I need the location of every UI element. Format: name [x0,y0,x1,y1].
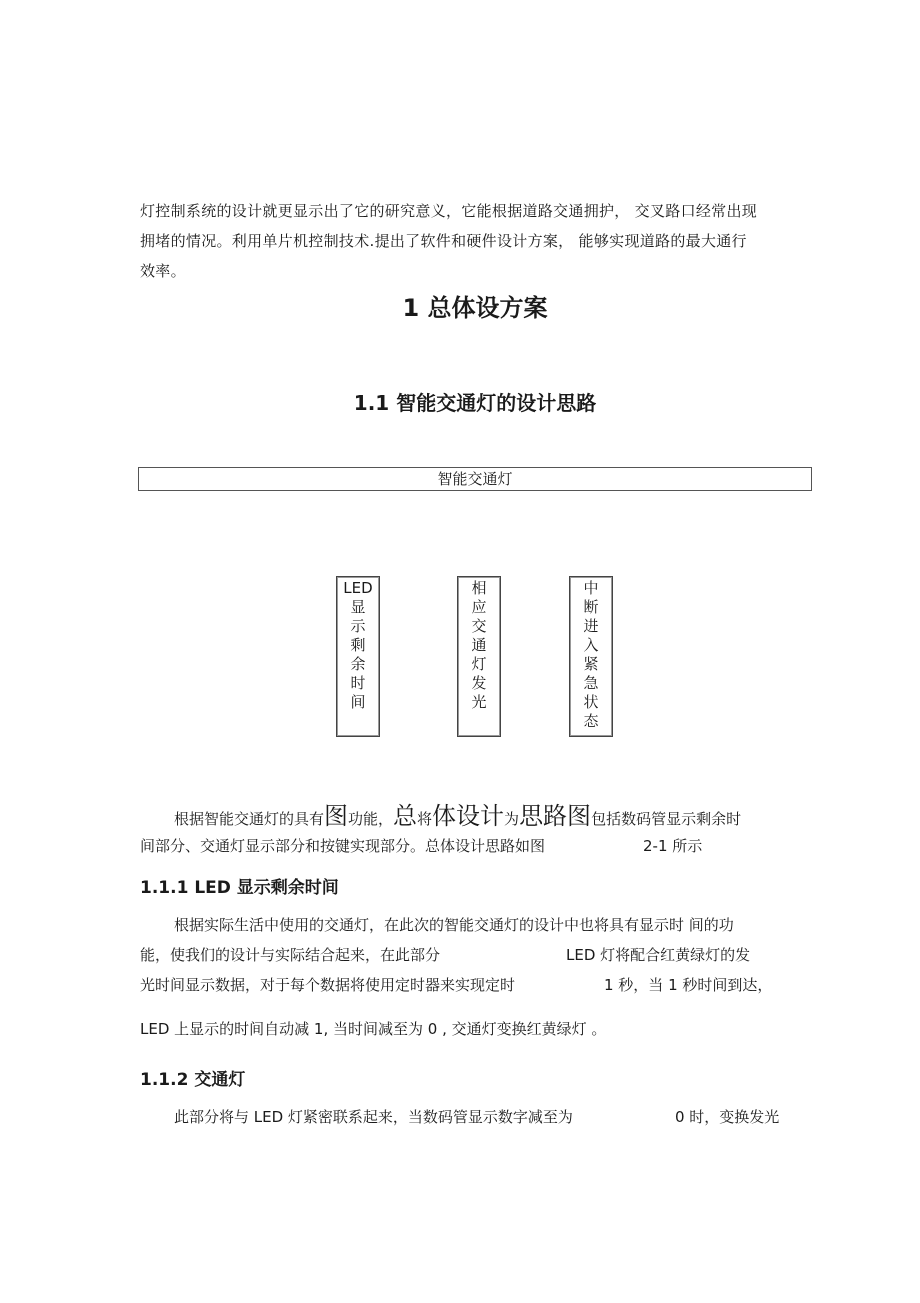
summary-text: 包括数码管显示剩余时 [591,810,742,828]
box-char: 交 [471,617,487,635]
box-char: 断 [583,598,599,616]
intro-line-1: 灯控制系统的设计就更显示出了它的研究意义，它能根据道路交通拥护， 交叉路口经常出现 [140,202,758,220]
heading-1-1-1: 1.1.1 LED 显示剩余时间 [140,878,339,898]
summary-text: 根据智能交通灯的具有 [174,810,325,828]
box-char: 状 [583,693,599,711]
heading-1-1: 1.1 智能交通灯的设计思路 [353,391,597,415]
summary-text: 总 [393,802,418,830]
summary-text: 为 [504,810,520,828]
summary-text: 体设计 [432,802,505,830]
box-char: 中 [583,579,599,597]
box-char: 态 [583,712,599,730]
heading-1-1-2: 1.1.2 交通灯 [140,1070,246,1090]
summary-text: 功能， [348,810,394,828]
box-char: 间 [350,693,366,711]
summary-text: 思路图 [519,802,592,830]
summary-text: 将 [417,810,433,828]
box-char: 紧 [583,655,599,673]
s111-line-4: LED 上显示的时间自动减 1, 当时间减至为 0 , 交通灯变换红黄绿灯 。 [140,1020,607,1038]
diagram-title-box: 智能交通灯 [138,467,812,491]
intro-line-2: 拥堵的情况。利用单片机控制技术.提出了软件和硬件设计方案， 能够实现道路的最大通行 [140,232,747,250]
box-char: 入 [583,636,599,654]
box-char: 剩 [350,636,366,654]
box-char: LED [343,579,373,597]
box-char: 光 [471,693,487,711]
summary-line-2b: 2-1 所示 [643,837,703,855]
s111-line-2b: LED 灯将配合红黄绿灯的发 [566,946,751,964]
box-char: 示 [350,617,366,635]
diagram-box-light [457,576,501,737]
box-char: 发 [471,674,487,692]
box-char: 急 [583,674,599,692]
box-char: 进 [583,617,599,635]
box-char: 相 [471,579,487,597]
intro-line-3: 效率。 [140,262,186,280]
box-char: 灯 [471,655,487,673]
box-char: 应 [471,598,487,616]
summary-line-2a: 间部分、交通灯显示部分和按键实现部分。总体设计思路如图 [140,837,546,855]
diagram-box-interrupt [569,576,613,737]
s112-line-1b: 0 时，变换发光 [675,1108,780,1126]
box-char: 时 [350,674,366,692]
heading-1: 1 总体设方案 [402,294,548,322]
s112-line-1a: 此部分将与 LED 灯紧密联系起来，当数码管显示数字减至为 [174,1108,573,1126]
summary-text: 图 [324,802,349,830]
box-char: 余 [350,655,366,673]
box-char: 通 [471,636,487,654]
box-char: 显 [350,598,366,616]
diagram-box-led [336,576,380,737]
s111-line-1: 根据实际生活中使用的交通灯，在此次的智能交通灯的设计中也将具有显示时 间的功 [174,916,734,934]
s111-line-2a: 能，使我们的设计与实际结合起来，在此部分 [140,946,441,964]
s111-line-3b: 1 秒，当 1 秒时间到达， [604,976,773,994]
s111-line-3a: 光时间显示数据，对于每个数据将使用定时器来实现定时 [140,976,516,994]
summary-line-1 [174,796,741,831]
